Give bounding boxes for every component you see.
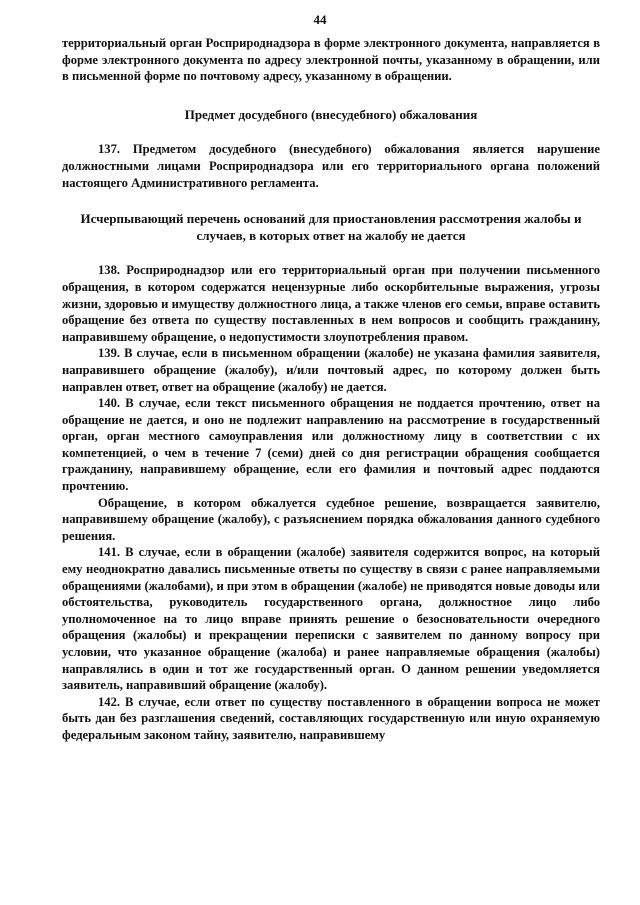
paragraph-137: 137. Предметом досудебного (внесудебного) обжалования является нарушение должностными лицами Росприроднадзора или его территориального органа положений настоящего Административного регламента. — [62, 142, 600, 190]
section-heading-subject — [62, 107, 600, 124]
section-heading-grounds — [62, 211, 600, 244]
paragraph-138: 138. Росприроднадзор или его территориальный орган при получении письменного обращения, в котором содержатся нецензурные либо оскорбительные выражения, угрозы жизни, здоровью и имуществу должностного лица, а также членов его семьи, вправе оставить обращение без ответа по существу поставленных в нем вопросов и сообщить гражданину, направившему обращение, о недопустимости злоупотребления правом. — [62, 263, 600, 344]
section-heading-subject-text: Предмет досудебного (внесудебного) обжалования — [184, 106, 478, 122]
paragraph-142: 142. В случае, если ответ по существу поставленного в обращении вопроса не может быть дан без разглашения сведений, составляющих государственную или иную охраняемую федеральным законом тайну, заявителю, направившему — [62, 694, 600, 742]
paragraph-141: 141. В случае, если в обращении (жалобе) заявителя содержится вопрос, на который ему неоднократно давались письменные ответы по существу в связи с ранее направляемыми обращениями (жалобами), и при этом в обращении (жалобе) не приводятся новые доводы или обстоятельства, руководитель государственного органа, должностное лицо либо уполномоченное на то лицо вправе принять решение о безосновательности очередного обращения (жалобы) и прекращении переписки с заявителем по данному вопросу при условии, что указанное обращение (жалоба) и ранее направляемые обращения (жалобы) направлялись в один и тот же государственный орган. О данном решении уведомляется заявитель, направивший обращение (жалобу). — [62, 545, 600, 693]
paragraph-140: 140. В случае, если текст письменного обращения не поддается прочтению, ответ на обращение не дается, и оно не подлежит направлению на рассмотрение в государственный орган, орган местного самоуправления или должностному лицу в соответствии с их компетенцией, о чем в течение 7 (семи) дней со дня регистрации обращения сообщается гражданину, направившему обращение, если его фамилия и почтовый адрес поддаются прочтению. — [62, 396, 600, 494]
page-number: 44 — [313, 12, 327, 27]
paragraph-intro: территориальный орган Росприроднадзора в форме электронного документа, направляется в форме электронного документа по адресу электронной почты, указанному в обращении, или в письменной форме по почтовому адресу, указанному в обращении. — [62, 36, 600, 84]
paragraph-140-continuation: Обращение, в котором обжалуется судебное решение, возвращается заявителю, направившему обращение (жалобу), с разъяснением порядка обжалования данного судебного решения. — [62, 495, 600, 543]
paragraph-139: 139. В случае, если в письменном обращении (жалобе) не указана фамилия заявителя, направившего обращение (жалобу), и/или почтовый адрес, по которому должен быть направлен ответ, ответ на обращение (жалобу) не дается. — [62, 346, 600, 394]
section-heading-grounds-text: Исчерпывающий перечень оснований для приостановления рассмотрения жалобы и случаев, в которых ответ на жалобу не дается — [80, 211, 582, 243]
document-body — [62, 35, 600, 744]
